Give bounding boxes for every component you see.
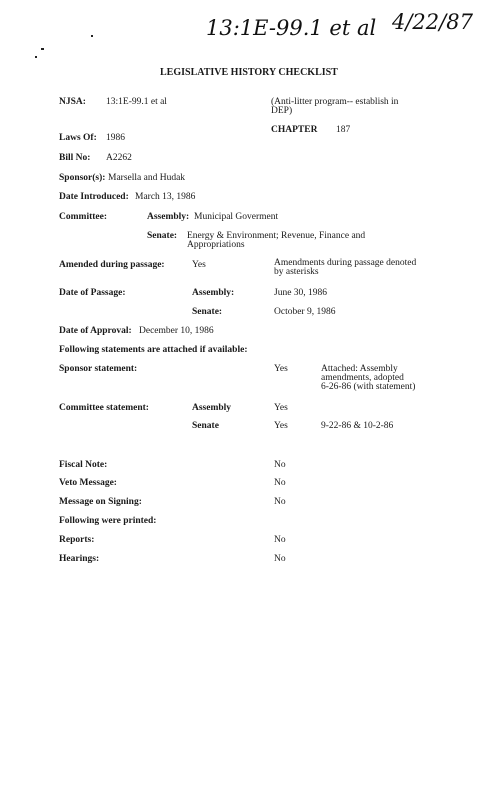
scan-speck (41, 48, 44, 50)
njsa-note-line2: DEP) (271, 106, 293, 116)
date-introduced-value: March 13, 1986 (135, 192, 196, 202)
chapter-label: CHAPTER (271, 125, 318, 135)
hearings-label: Hearings: (59, 554, 100, 564)
amended-label: Amended during passage: (59, 260, 165, 270)
sponsor-statement-note-line1: Attached: Assembly (321, 364, 398, 374)
committee-statement-assembly-label: Assembly (192, 403, 232, 413)
amended-value: Yes (192, 260, 206, 270)
handwritten-date: 4/22/87 (392, 10, 473, 34)
amended-note-line1: Amendments during passage denoted (274, 258, 417, 268)
scan-speck (35, 56, 37, 58)
message-on-signing-label: Message on Signing: (59, 497, 142, 507)
committee-statement-assembly-value: Yes (274, 403, 288, 413)
committee-senate-label: Senate: (147, 231, 178, 241)
message-on-signing-value: No (274, 497, 286, 507)
veto-message-label: Veto Message: (59, 478, 117, 488)
approval-label: Date of Approval: (59, 326, 132, 336)
njsa-value: 13:1E-99.1 et al (106, 97, 167, 107)
committee-assembly-value: Municipal Goverment (194, 212, 279, 222)
bill-no-label: Bill No: (59, 153, 91, 163)
sponsors-label: Sponsor(s): (59, 173, 106, 183)
passage-label: Date of Passage: (59, 288, 126, 298)
sponsor-statement-note-line2: amendments, adopted (321, 373, 404, 383)
laws-of-value: 1986 (106, 133, 125, 143)
passage-senate-label: Senate: (192, 307, 223, 317)
njsa-note-line1: (Anti-litter program-- establish in (271, 97, 399, 107)
reports-value: No (274, 535, 286, 545)
following-printed-heading: Following were printed: (59, 516, 157, 526)
committee-statement-senate-note: 9-22-86 & 10-2-86 (321, 421, 394, 431)
sponsor-statement-note-line3: 6-26-86 (with statement) (321, 382, 416, 392)
sponsor-statement-label: Sponsor statement: (59, 364, 138, 374)
committee-senate-line2: Appropriations (187, 240, 245, 250)
passage-assembly-label: Assembly: (192, 288, 235, 298)
passage-senate-value: October 9, 1986 (274, 307, 336, 317)
date-introduced-label: Date Introduced: (59, 192, 129, 202)
approval-value: December 10, 1986 (139, 326, 214, 336)
fiscal-note-label: Fiscal Note: (59, 460, 108, 470)
committee-assembly-label: Assembly: (147, 212, 190, 222)
committee-statement-label: Committee statement: (59, 403, 149, 413)
scan-speck (91, 35, 93, 37)
committee-senate-line1: Energy & Environment; Revenue, Finance and (187, 231, 366, 241)
sponsors-value: Marsella and Hudak (108, 173, 186, 183)
bill-no-value: A2262 (106, 153, 132, 163)
sponsor-statement-value: Yes (274, 364, 288, 374)
passage-assembly-value: June 30, 1986 (274, 288, 328, 298)
committee-label: Committee: (59, 212, 108, 222)
committee-statement-senate-value: Yes (274, 421, 288, 431)
laws-of-label: Laws Of: (59, 133, 97, 143)
hearings-value: No (274, 554, 286, 564)
following-attached-heading: Following statements are attached if available: (59, 345, 248, 355)
reports-label: Reports: (59, 535, 95, 545)
handwritten-citation: 13:1E-99.1 et al (206, 16, 377, 40)
veto-message-value: No (274, 478, 286, 488)
amended-note-line2: by asterisks (274, 267, 319, 277)
fiscal-note-value: No (274, 460, 286, 470)
chapter-value: 187 (336, 125, 351, 135)
page-title: LEGISLATIVE HISTORY CHECKLIST (160, 67, 338, 78)
committee-statement-senate-label: Senate (192, 421, 219, 431)
njsa-label: NJSA: (59, 97, 86, 107)
